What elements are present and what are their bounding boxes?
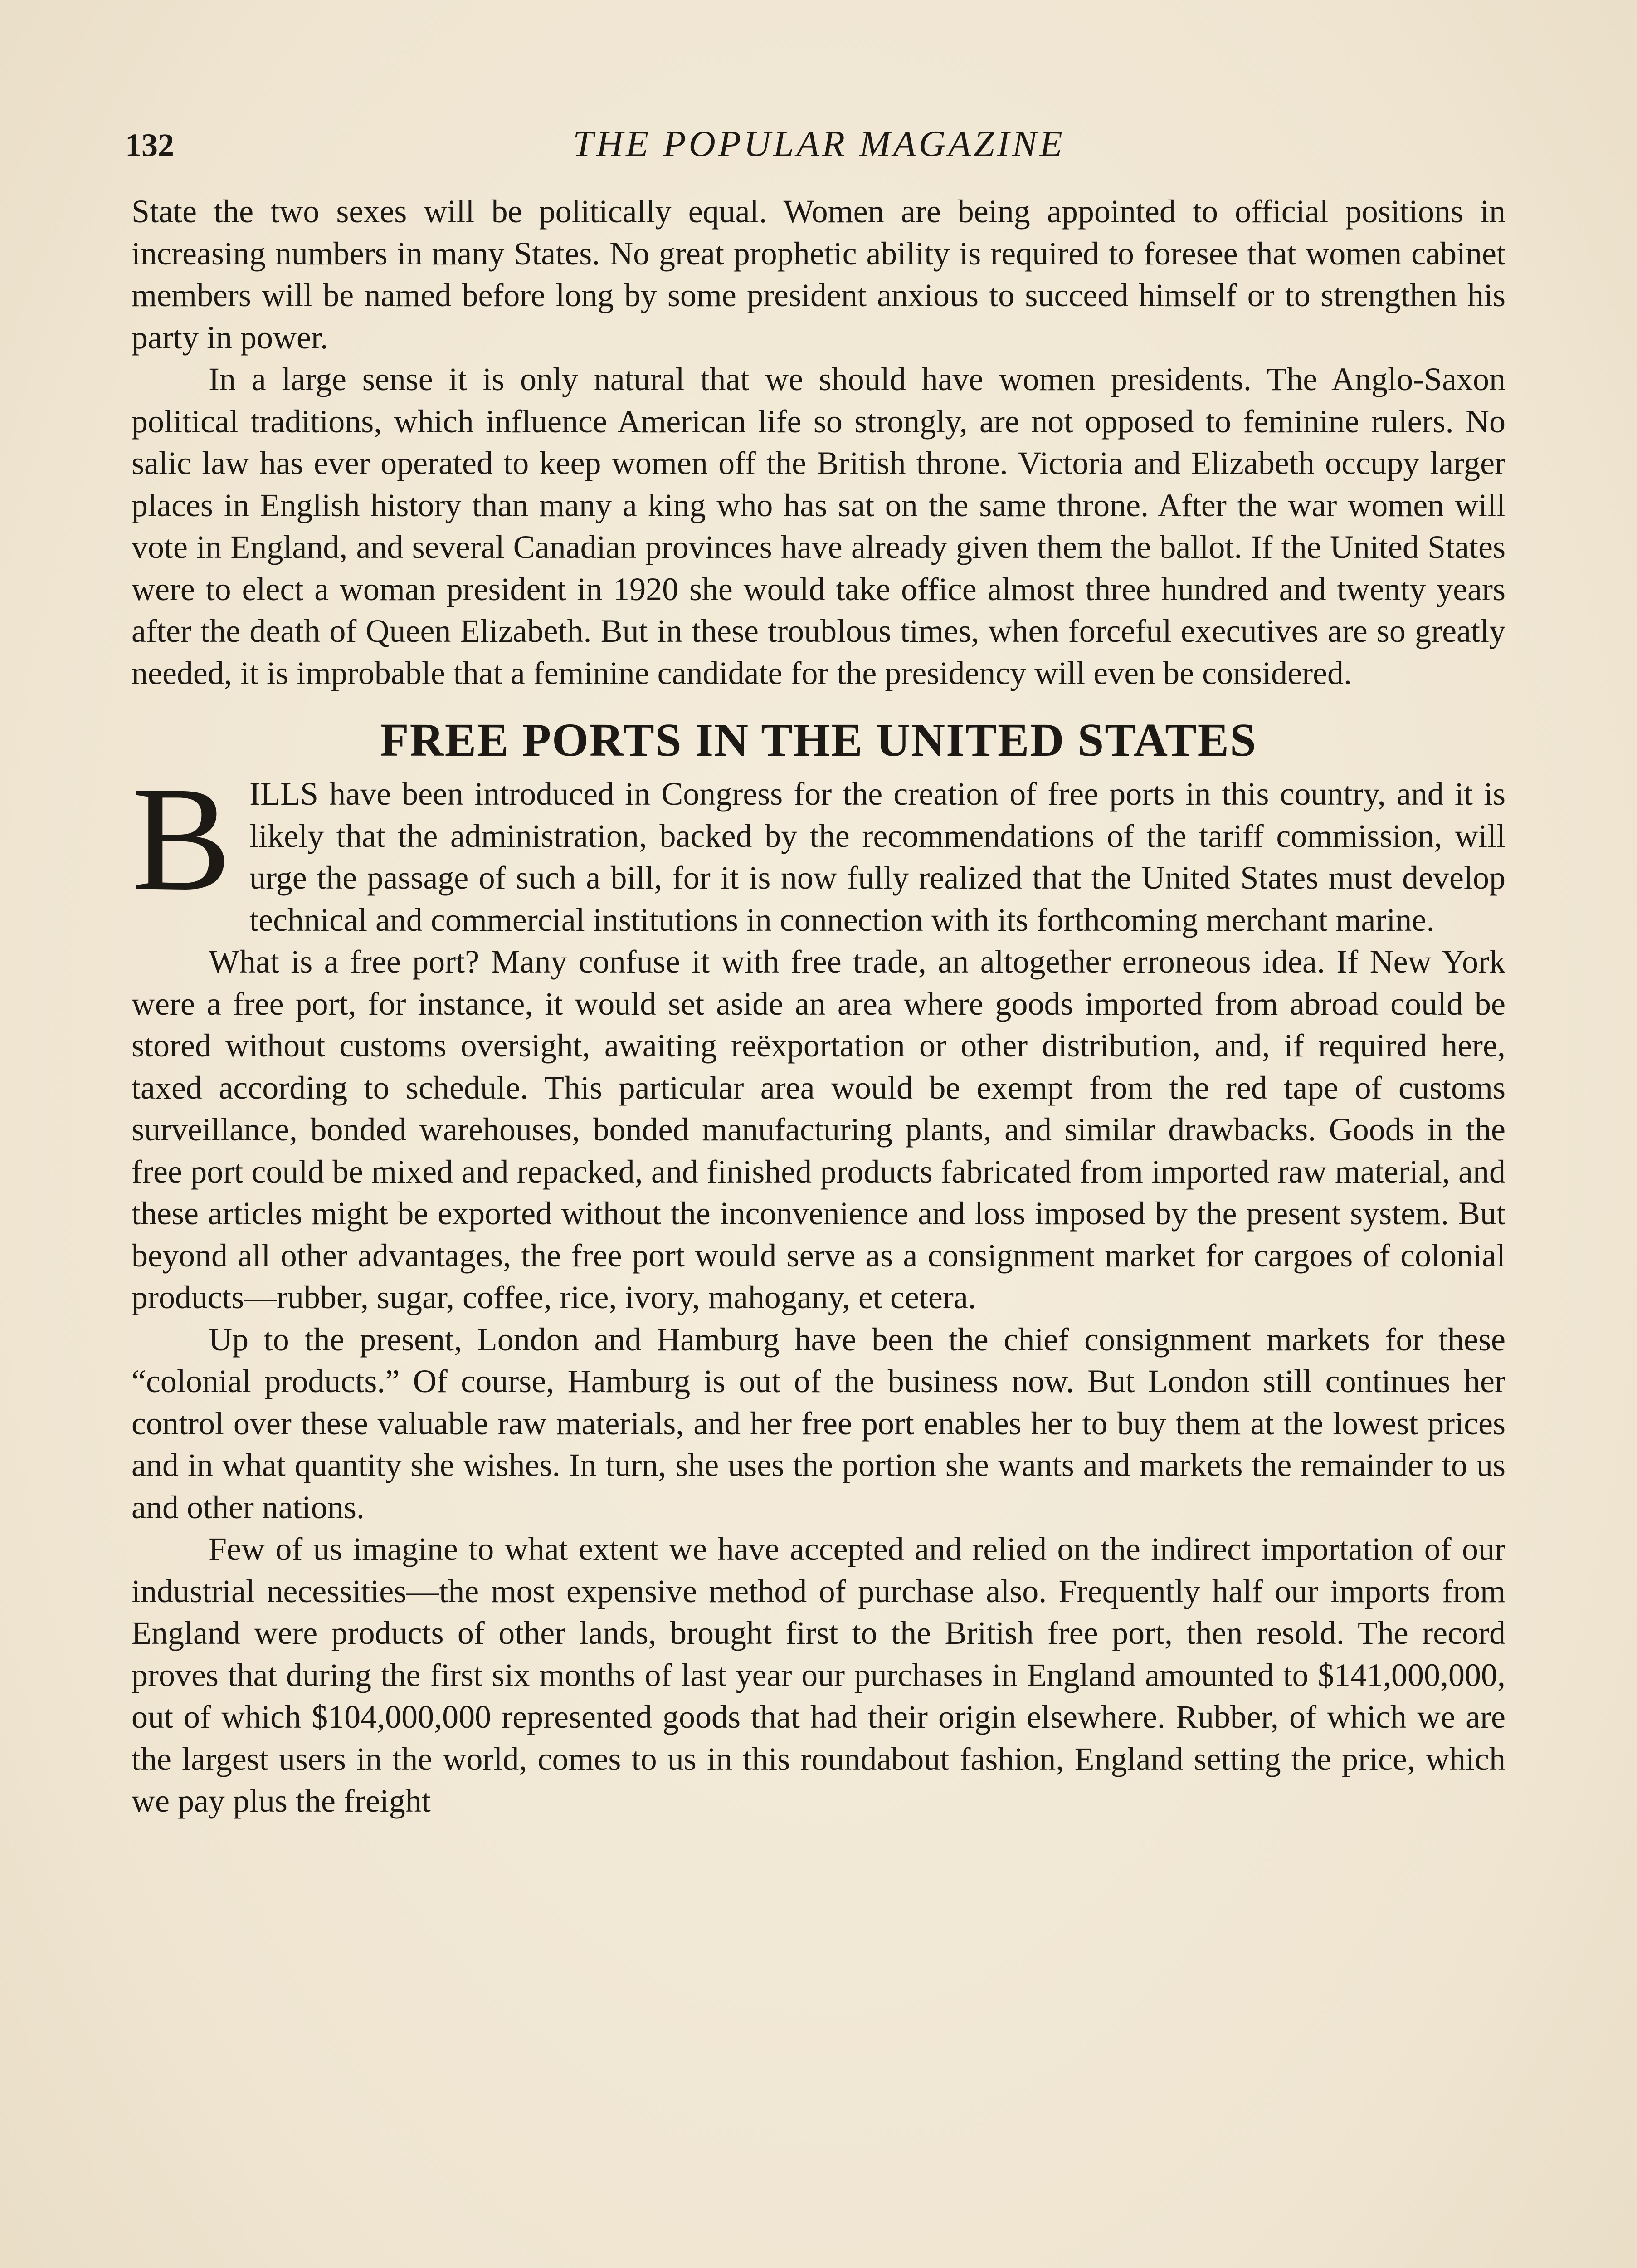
page-content <box>132 191 1505 1822</box>
magazine-title: THE POPULAR MAGAZINE <box>573 123 1065 164</box>
first-paragraph-text: ILLS have been introduced in Congress for the creation of free ports in this country, and it is likely that the administration, backed by the recommendations of the tariff commission, will urge the passage of such a bill, for it is now fully realized that the United States must develop technical and commercial institutions in connection with its forthcoming merchant marine. <box>249 776 1505 938</box>
article-paragraph: State the two sexes will be politically equal. Women are being appointed to official positions in increasing numbers in many States. No great prophetic ability is required to foresee that women cabinet members will be named before long by some president anxious to succeed himself or to strengthen his party in power. <box>132 193 1505 356</box>
page-header <box>125 119 1513 169</box>
section-paragraph: Up to the present, London and Hamburg have been the chief consignment markets for these “colonial products.” Of course, Hamburg is out of the business now. But London still continues her control over these valuable raw materials, and her free port enables her to buy them at the lowest prices and in what quantity she wishes. In turn, she uses the portion she wants and markets the remainder to us and other nations. <box>132 1321 1505 1525</box>
section-title: FREE PORTS IN THE UNITED STATES <box>380 714 1257 766</box>
section-paragraph: What is a free port? Many confuse it with free trade, an altogether erroneous idea. If New York were a free port, for instance, it would set aside an area where goods imported from abroad could be stored without customs oversight, awaiting reëxportation or other distribution, and, if required here, taxed according to schedule. This particular area would be exempt from the red tape of customs surveillance, bonded warehouses, bonded manufacturing plants, and similar drawbacks. Goods in the free port could be mixed and repacked, and finished products fabricated from imported raw material, and these articles might be exported without the inconvenience and loss imposed by the present system. But beyond all other advantages, the free port would serve as a consignment market for cargoes of colonial products—rubber, sugar, coffee, rice, ivory, mahogany, et cetera. <box>132 943 1505 1315</box>
drop-cap: B <box>132 756 232 922</box>
page-number: 132 <box>125 127 174 163</box>
section-first-paragraph <box>132 756 1505 941</box>
article-paragraph: In a large sense it is only natural that we should have women presidents. The Anglo-Saxon political traditions, which influence American life so strongly, are not opposed to feminine rulers. No salic law has ever operated to keep women off the British throne. Victoria and Elizabeth occupy larger places in English history than many a king who has sat on the same throne. After the war women will vote in England, and several Canadian provinces have already given them the ballot. If the United States were to elect a woman president in 1920 she would take office almost three hundred and twenty years after the death of Queen Elizabeth. But in these troublous times, when forceful executives are so greatly needed, it is improbable that a feminine candidate for the presidency will even be considered. <box>132 361 1505 691</box>
section-paragraph: Few of us imagine to what extent we have accepted and relied on the indirect importation of our industrial necessities—the most expensive method of purchase also. Frequently half our imports from England were products of other lands, brought first to the British free port, then resold. The record proves that during the first six months of last year our purchases in England amounted to $141,000,000, out of which $104,000,000 represented goods that had their origin elsewhere. Rubber, of which we are the largest users in the world, comes to us in this roundabout fashion, England setting the price, which we pay plus the freight <box>132 1531 1505 1819</box>
